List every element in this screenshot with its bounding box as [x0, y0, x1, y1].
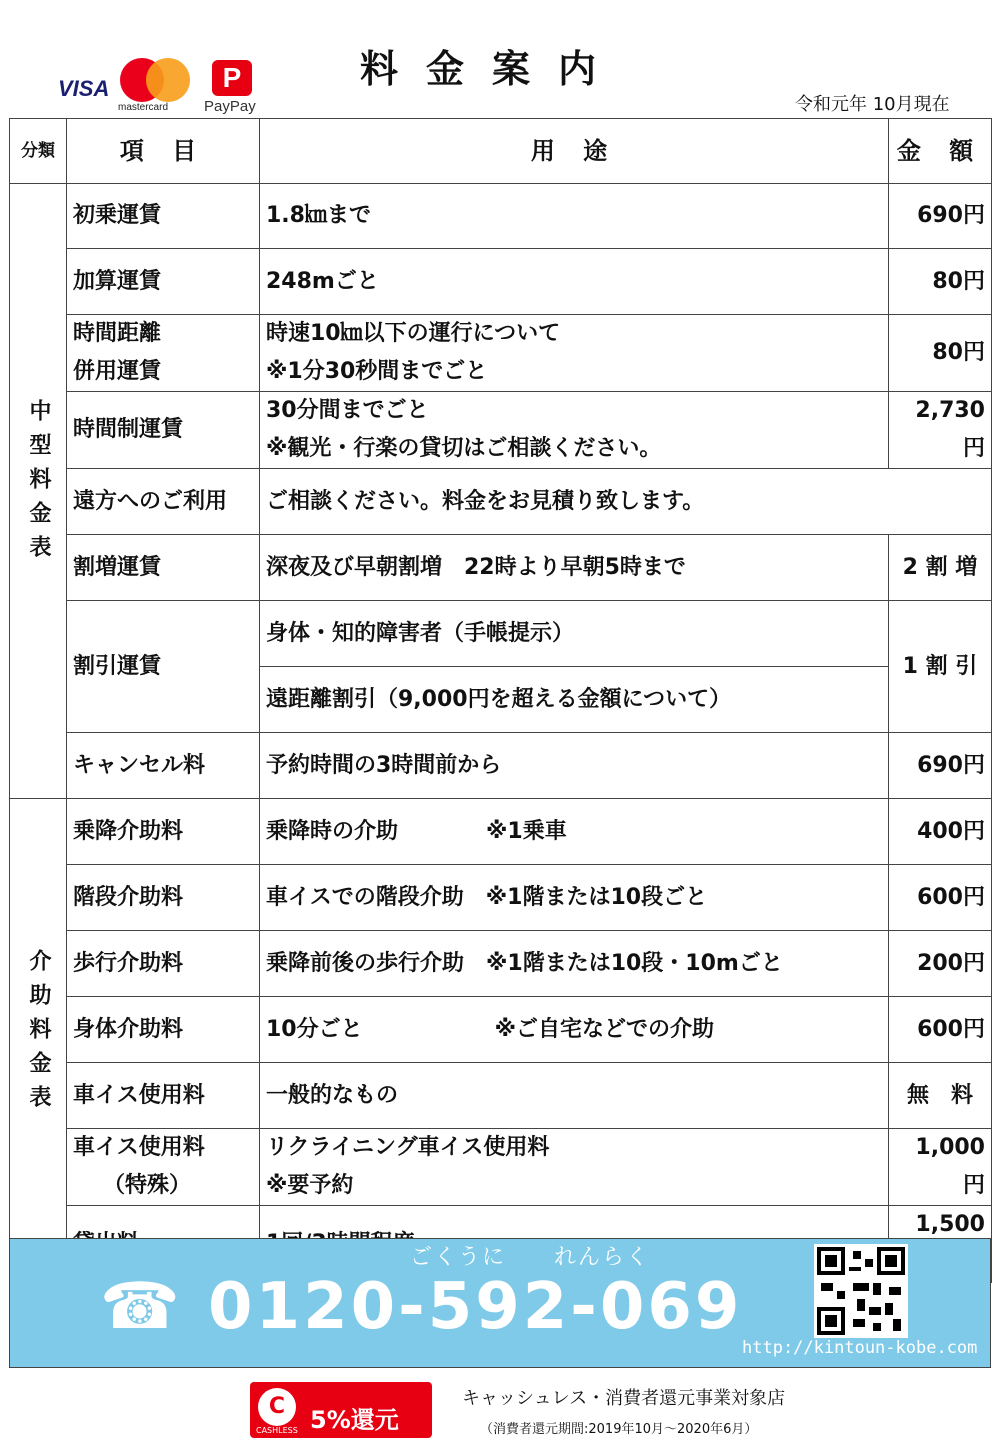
paypay-text: PayPay — [204, 98, 256, 115]
row-item: キャンセル料 — [67, 733, 260, 799]
header-amount: 金 額 — [889, 119, 992, 184]
row-amount: 1,000円 — [889, 1129, 992, 1206]
row-amount: 400円 — [889, 799, 992, 865]
cashless-text: キャッシュレス・消費者還元事業対象店 — [462, 1388, 786, 1409]
date-label: 令和元年 10月現在 — [795, 94, 950, 115]
row-amount: 600円 — [889, 865, 992, 931]
row-item: 乗降介助料 — [67, 799, 260, 865]
row-usage: 一般的なもの — [260, 1063, 889, 1129]
table-row — [10, 997, 992, 1063]
group-label-care: 介助料金表 — [10, 799, 67, 1283]
table-row — [10, 469, 992, 535]
cashless-percent: 5%還元 — [310, 1406, 399, 1434]
paypay-logo — [204, 58, 264, 118]
phone-number[interactable]: ☎ 0120-592-069 — [100, 1270, 743, 1344]
visa-logo: VISA — [58, 76, 110, 101]
row-item: 車イス使用料 — [67, 1063, 260, 1129]
row-usage: 1.8㎞まで — [260, 184, 889, 249]
row-amount: 1,500 — [889, 1206, 992, 1283]
table-row — [10, 865, 992, 931]
row-amount: 2,730円 — [889, 392, 992, 469]
table-row — [10, 931, 992, 997]
row-usage: 乗降時の介助 ※1乗車 — [260, 799, 889, 865]
row-item: 割引運賃 — [67, 601, 260, 733]
row-usage: 30分間までごと ※観光・行楽の貸切はご相談ください。 — [260, 392, 889, 469]
row-amount: 690円 — [889, 184, 992, 249]
qr-code-icon[interactable] — [814, 1244, 908, 1338]
mastercard-text: mastercard — [118, 102, 169, 113]
row-usage: リクライニング車イス使用料 ※要予約 — [260, 1129, 889, 1206]
mastercard-logo — [118, 56, 194, 116]
table-row — [10, 392, 992, 469]
row-amount: 200円 — [889, 931, 992, 997]
row-amount: 1 割 引 — [889, 601, 992, 733]
row-item: 時間距離 併用運賃 — [67, 315, 260, 392]
fee-table — [9, 118, 992, 1283]
row-item: 時間制運賃 — [67, 392, 260, 469]
cashless-period: （消費者還元期間:2019年10月～2020年6月） — [480, 1422, 758, 1437]
row-item: 割増運賃 — [67, 535, 260, 601]
table-row — [10, 535, 992, 601]
row-amount: 2 割 増 — [889, 535, 992, 601]
table-row — [10, 733, 992, 799]
row-usage: 10分ごと ※ご自宅などでの介助 — [260, 997, 889, 1063]
row-usage: ご相談ください。料金をお見積り致します。 — [260, 469, 992, 535]
row-item: 階段介助料 — [67, 865, 260, 931]
row-amount: 600円 — [889, 997, 992, 1063]
table-row — [10, 184, 992, 249]
cashless-small-text: CASHLESS — [256, 1426, 298, 1435]
row-usage: 乗降前後の歩行介助 ※1階または10段・10mごと — [260, 931, 889, 997]
row-usage: 車イスでの階段介助 ※1階または10段ごと — [260, 865, 889, 931]
cashless-badge — [250, 1382, 432, 1438]
row-amount: 80円 — [889, 315, 992, 392]
row-amount: 80円 — [889, 249, 992, 315]
row-item: 歩行介助料 — [67, 931, 260, 997]
header-usage: 用 途 — [260, 119, 889, 184]
table-row — [10, 249, 992, 315]
table-row — [10, 601, 992, 667]
row-usage: 身体・知的障害者（手帳提示） — [260, 601, 889, 667]
row-usage: 予約時間の3時間前から — [260, 733, 889, 799]
row-usage: 深夜及び早朝割増 22時より早朝5時まで — [260, 535, 889, 601]
row-item: 車イス使用料 （特殊） — [67, 1129, 260, 1206]
header-item: 項 目 — [67, 119, 260, 184]
table-row — [10, 1063, 992, 1129]
row-amount: 無 料 — [889, 1063, 992, 1129]
header-category: 分類 — [10, 119, 67, 184]
paypay-mark: P — [212, 60, 252, 96]
row-usage: 時速10㎞以下の運行について ※1分30秒間までごと — [260, 315, 889, 392]
row-item: 身体介助料 — [67, 997, 260, 1063]
cashless-logo-icon: C — [258, 1388, 296, 1426]
row-item: 遠方へのご利用 — [67, 469, 260, 535]
row-item: 初乗運賃 — [67, 184, 260, 249]
table-row — [10, 1129, 992, 1206]
row-item: 加算運賃 — [67, 249, 260, 315]
table-header — [10, 119, 992, 184]
banner-kana: ごくうに れんらく — [410, 1245, 651, 1270]
table-row — [10, 315, 992, 392]
group-label-medium: 中型料金表 — [10, 184, 67, 799]
table-row — [10, 799, 992, 865]
website-link[interactable]: http://kintoun-kobe.com — [742, 1338, 978, 1358]
row-amount: 690円 — [889, 733, 992, 799]
page-title: 料金案内 — [360, 47, 625, 91]
row-usage: 遠距離割引（9,000円を超える金額について） — [260, 667, 889, 733]
row-usage: 248mごと — [260, 249, 889, 315]
